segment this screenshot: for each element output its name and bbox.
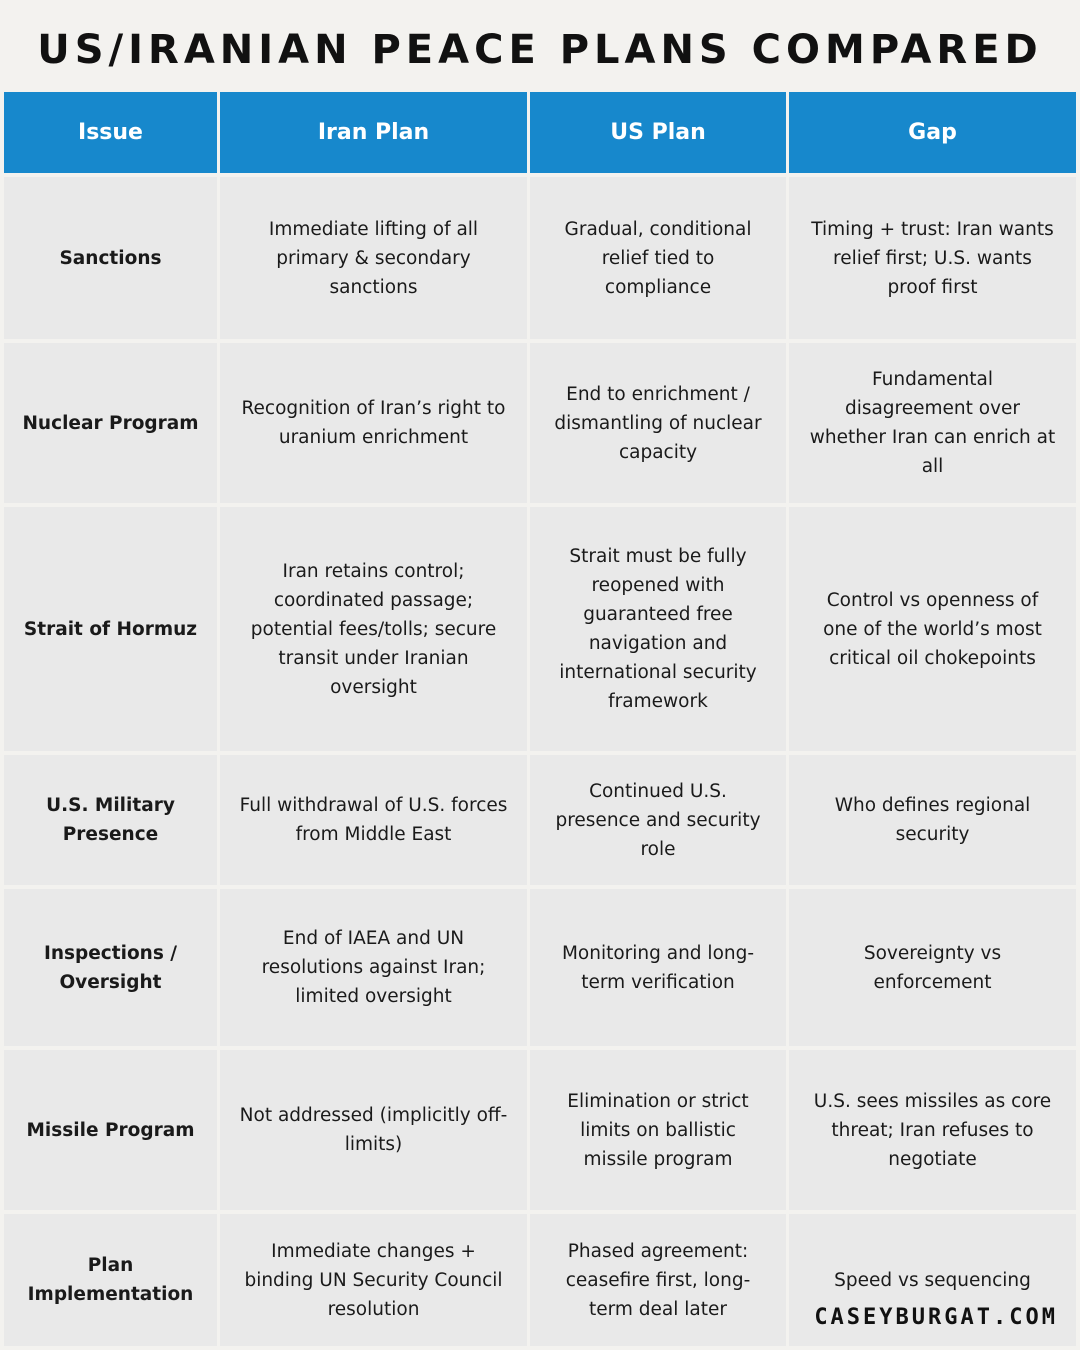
us-plan-cell: Monitoring and long-term verification [530,889,786,1046]
iran-plan-cell: Iran retains control; coordinated passage; potential fees/tolls; secure transit under Iranian oversight [220,507,527,751]
gap-cell: Who defines regional security [789,755,1076,885]
iran-plan-cell: End of IAEA and UN resolutions against Iran; limited oversight [220,889,527,1046]
issue-cell: Missile Program [4,1050,217,1210]
issue-cell: Inspections / Oversight [4,889,217,1046]
brand-watermark: CASEYBURGAT.COM [814,1305,1058,1330]
us-plan-cell: Phased agreement: ceasefire first, long-term deal later [530,1214,786,1346]
gap-cell: Control vs openness of one of the world’s most critical oil chokepoints [789,507,1076,751]
gap-cell: Timing + trust: Iran wants relief first; U.S. wants proof first [789,177,1076,339]
us-plan-cell: End to enrichment / dismantling of nuclear capacity [530,343,786,503]
column-header-issue: Issue [4,92,217,173]
issue-cell: Nuclear Program [4,343,217,503]
us-plan-cell: Continued U.S. presence and security role [530,755,786,885]
gap-cell [789,1214,1076,1346]
iran-plan-cell: Not addressed (implicitly off-limits) [220,1050,527,1210]
iran-plan-cell: Recognition of Iran’s right to uranium enrichment [220,343,527,503]
iran-plan-cell: Immediate changes + binding UN Security Council resolution [220,1214,527,1346]
us-plan-cell: Gradual, conditional relief tied to compliance [530,177,786,339]
column-header-us-plan: US Plan [530,92,786,173]
page-title: US/IRANIAN PEACE PLANS COMPARED [37,27,1043,73]
issue-cell: U.S. Military Presence [4,755,217,885]
gap-text: Speed vs sequencing [834,1269,1031,1291]
gap-cell: Fundamental disagreement over whether Iran can enrich at all [789,343,1076,503]
issue-cell: Sanctions [4,177,217,339]
column-header-iran-plan: Iran Plan [220,92,527,173]
iran-plan-cell: Immediate lifting of all primary & secondary sanctions [220,177,527,339]
iran-plan-cell: Full withdrawal of U.S. forces from Middle East [220,755,527,885]
issue-cell: Plan Implementation [4,1214,217,1346]
issue-cell: Strait of Hormuz [4,507,217,751]
comparison-table [4,92,1076,1350]
us-plan-cell: Elimination or strict limits on ballistic missile program [530,1050,786,1210]
column-header-gap: Gap [789,92,1076,173]
gap-cell: U.S. sees missiles as core threat; Iran refuses to negotiate [789,1050,1076,1210]
us-plan-cell: Strait must be fully reopened with guaranteed free navigation and international security framework [530,507,786,751]
gap-cell: Sovereignty vs enforcement [789,889,1076,1046]
